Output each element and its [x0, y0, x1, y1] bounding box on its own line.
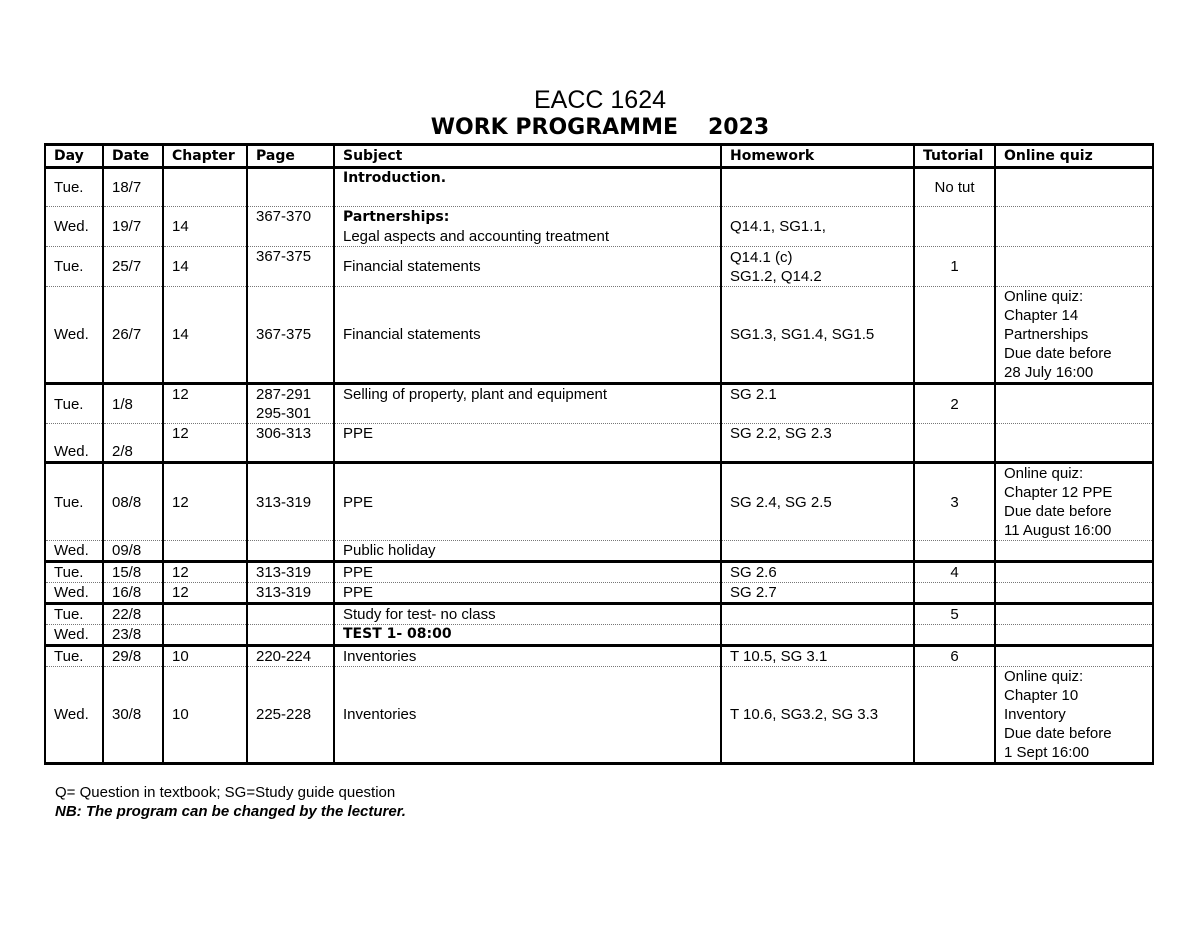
subject-heading: Partnerships:: [343, 208, 450, 225]
quiz-line: Partnerships: [1004, 326, 1089, 343]
page-line: 287-291: [256, 386, 312, 403]
cell-date: 26/7: [103, 287, 163, 384]
cell-quiz: [995, 667, 1153, 764]
cell-date: 16/8: [103, 583, 163, 604]
cell-day: Wed.: [45, 287, 103, 384]
cell-day: Wed.: [45, 541, 103, 562]
cell-tutorial: 3: [914, 463, 995, 541]
cell-subject: PPE: [334, 562, 721, 583]
col-header-day: Day: [45, 145, 103, 168]
cell-tutorial: [914, 541, 995, 562]
cell-tutorial: No tut: [914, 168, 995, 207]
cell-quiz: [995, 625, 1153, 646]
cell-quiz: [995, 541, 1153, 562]
cell-homework: Q14.1, SG1.1,: [721, 207, 914, 247]
cell-tutorial: 1: [914, 247, 995, 287]
table-row: [45, 384, 1153, 424]
cell-page: 313-319: [247, 562, 334, 583]
cell-homework: [721, 625, 914, 646]
cell-day: Tue.: [45, 604, 103, 625]
quiz-line: Online quiz:: [1004, 668, 1084, 685]
cell-tutorial: 5: [914, 604, 995, 625]
cell-quiz: [995, 424, 1153, 463]
cell-quiz: [995, 562, 1153, 583]
cell-chapter: [163, 604, 247, 625]
table-row: [45, 168, 1153, 207]
cell-quiz: [995, 168, 1153, 207]
cell-tutorial: [914, 287, 995, 384]
cell-date: 18/7: [103, 168, 163, 207]
cell-chapter: 10: [163, 667, 247, 764]
cell-page: 306-313: [247, 424, 334, 463]
cell-subject: Financial statements: [334, 247, 721, 287]
table-row: [45, 562, 1153, 583]
quiz-line: Due date before: [1004, 503, 1112, 520]
cell-day: Tue.: [45, 168, 103, 207]
cell-day: Wed.: [45, 424, 103, 463]
title-text: WORK PROGRAMME: [430, 115, 678, 140]
cell-chapter: 12: [163, 384, 247, 424]
cell-chapter: 12: [163, 424, 247, 463]
cell-chapter: 12: [163, 583, 247, 604]
table-row: [45, 667, 1153, 764]
cell-chapter: 14: [163, 247, 247, 287]
cell-date: 30/8: [103, 667, 163, 764]
course-code: EACC 1624: [533, 86, 667, 114]
cell-homework: [721, 604, 914, 625]
cell-tutorial: [914, 207, 995, 247]
homework-line: Q14.1 (c): [730, 248, 793, 266]
col-header-page: Page: [247, 145, 334, 168]
cell-date: 19/7: [103, 207, 163, 247]
cell-chapter: 10: [163, 646, 247, 667]
table-row: [45, 625, 1153, 646]
table-row: [45, 424, 1153, 463]
cell-homework: SG 2.6: [721, 562, 914, 583]
cell-homework: [721, 247, 914, 287]
subject-detail: Legal aspects and accounting treatment: [343, 227, 610, 245]
cell-quiz: [995, 604, 1153, 625]
cell-page: 367-375: [247, 247, 334, 287]
cell-chapter: [163, 625, 247, 646]
legend-note: Q= Question in textbook; SG=Study guide question: [55, 784, 396, 801]
homework-line: SG1.2, Q14.2: [730, 267, 822, 285]
cell-date: 22/8: [103, 604, 163, 625]
col-header-homework: Homework: [721, 145, 914, 168]
cell-page: [247, 168, 334, 207]
cell-day: Wed.: [45, 583, 103, 604]
cell-subject: Public holiday: [334, 541, 721, 562]
cell-tutorial: 2: [914, 384, 995, 424]
cell-page: 220-224: [247, 646, 334, 667]
cell-date: 08/8: [103, 463, 163, 541]
col-header-subject: Subject: [334, 145, 721, 168]
table-row: [45, 247, 1153, 287]
cell-subject: Financial statements: [334, 287, 721, 384]
table-row: [45, 287, 1153, 384]
header-row: [45, 145, 1153, 168]
cell-homework: [721, 168, 914, 207]
cell-day: Wed.: [45, 207, 103, 247]
quiz-line: Online quiz:: [1004, 465, 1084, 482]
quiz-line: Inventory: [1004, 706, 1066, 723]
cell-day: Tue.: [45, 463, 103, 541]
cell-date: 09/8: [103, 541, 163, 562]
cell-tutorial: [914, 424, 995, 463]
cell-chapter: [163, 541, 247, 562]
cell-quiz: [995, 583, 1153, 604]
cell-page: [247, 541, 334, 562]
cell-date: 2/8: [103, 424, 163, 463]
cell-day: Tue.: [45, 247, 103, 287]
cell-page: 313-319: [247, 583, 334, 604]
cell-subject: PPE: [334, 424, 721, 463]
cell-subject: Inventories: [334, 667, 721, 764]
cell-day: Wed.: [45, 625, 103, 646]
nb-note: NB: The program can be changed by the lecturer.: [55, 803, 406, 820]
cell-subject: Study for test- no class: [334, 604, 721, 625]
cell-homework: [721, 541, 914, 562]
col-header-date: Date: [103, 145, 163, 168]
work-programme-table: [44, 143, 1154, 765]
cell-tutorial: 6: [914, 646, 995, 667]
cell-date: 15/8: [103, 562, 163, 583]
cell-page: [247, 384, 334, 424]
quiz-line: Chapter 14: [1004, 307, 1079, 324]
col-header-quiz: Online quiz: [995, 145, 1153, 168]
cell-day: Tue.: [45, 384, 103, 424]
cell-day: Tue.: [45, 562, 103, 583]
cell-chapter: 12: [163, 463, 247, 541]
cell-tutorial: [914, 583, 995, 604]
cell-homework: T 10.6, SG3.2, SG 3.3: [721, 667, 914, 764]
cell-quiz: [995, 646, 1153, 667]
cell-subject: Inventories: [334, 646, 721, 667]
table-row: [45, 541, 1153, 562]
cell-date: 29/8: [103, 646, 163, 667]
quiz-line: 11 August 16:00: [1004, 522, 1112, 539]
quiz-line: Due date before: [1004, 345, 1112, 362]
cell-chapter: [163, 168, 247, 207]
cell-homework: SG 2.7: [721, 583, 914, 604]
cell-quiz: [995, 287, 1153, 384]
cell-homework: SG 2.1: [721, 384, 914, 424]
cell-chapter: 12: [163, 562, 247, 583]
cell-day: Tue.: [45, 646, 103, 667]
cell-day: Wed.: [45, 667, 103, 764]
table-row: [45, 463, 1153, 541]
page-line: 295-301: [256, 405, 312, 422]
cell-page: 225-228: [247, 667, 334, 764]
cell-quiz: [995, 463, 1153, 541]
cell-date: 23/8: [103, 625, 163, 646]
cell-homework: SG 2.4, SG 2.5: [721, 463, 914, 541]
table-row: [45, 207, 1153, 247]
cell-chapter: 14: [163, 207, 247, 247]
col-header-tutorial: Tutorial: [914, 145, 995, 168]
cell-quiz: [995, 247, 1153, 287]
cell-chapter: 14: [163, 287, 247, 384]
quiz-line: Chapter 12 PPE: [1004, 484, 1113, 501]
col-header-chapter: Chapter: [163, 145, 247, 168]
quiz-line: Due date before: [1004, 725, 1112, 742]
quiz-line: 1 Sept 16:00: [1004, 744, 1090, 761]
quiz-line: Online quiz:: [1004, 288, 1084, 305]
cell-page: 367-375: [247, 287, 334, 384]
cell-quiz: [995, 384, 1153, 424]
cell-homework: T 10.5, SG 3.1: [721, 646, 914, 667]
cell-subject: Selling of property, plant and equipment: [334, 384, 721, 424]
cell-quiz: [995, 207, 1153, 247]
cell-subject: PPE: [334, 583, 721, 604]
cell-subject: PPE: [334, 463, 721, 541]
page-title: [0, 115, 1200, 141]
quiz-line: Chapter 10: [1004, 687, 1079, 704]
cell-subject: [334, 207, 721, 247]
cell-date: 25/7: [103, 247, 163, 287]
cell-page: 367-370: [247, 207, 334, 247]
cell-homework: SG 2.2, SG 2.3: [721, 424, 914, 463]
cell-page: 313-319: [247, 463, 334, 541]
table-row: [45, 646, 1153, 667]
table-row: [45, 583, 1153, 604]
table-row: [45, 604, 1153, 625]
cell-date: 1/8: [103, 384, 163, 424]
cell-tutorial: 4: [914, 562, 995, 583]
cell-tutorial: [914, 625, 995, 646]
cell-subject: TEST 1- 08:00: [334, 625, 721, 646]
cell-tutorial: [914, 667, 995, 764]
cell-homework: SG1.3, SG1.4, SG1.5: [721, 287, 914, 384]
cell-page: [247, 625, 334, 646]
title-year: 2023: [708, 115, 770, 140]
cell-page: [247, 604, 334, 625]
quiz-line: 28 July 16:00: [1004, 364, 1094, 381]
cell-subject: Introduction.: [334, 168, 721, 207]
